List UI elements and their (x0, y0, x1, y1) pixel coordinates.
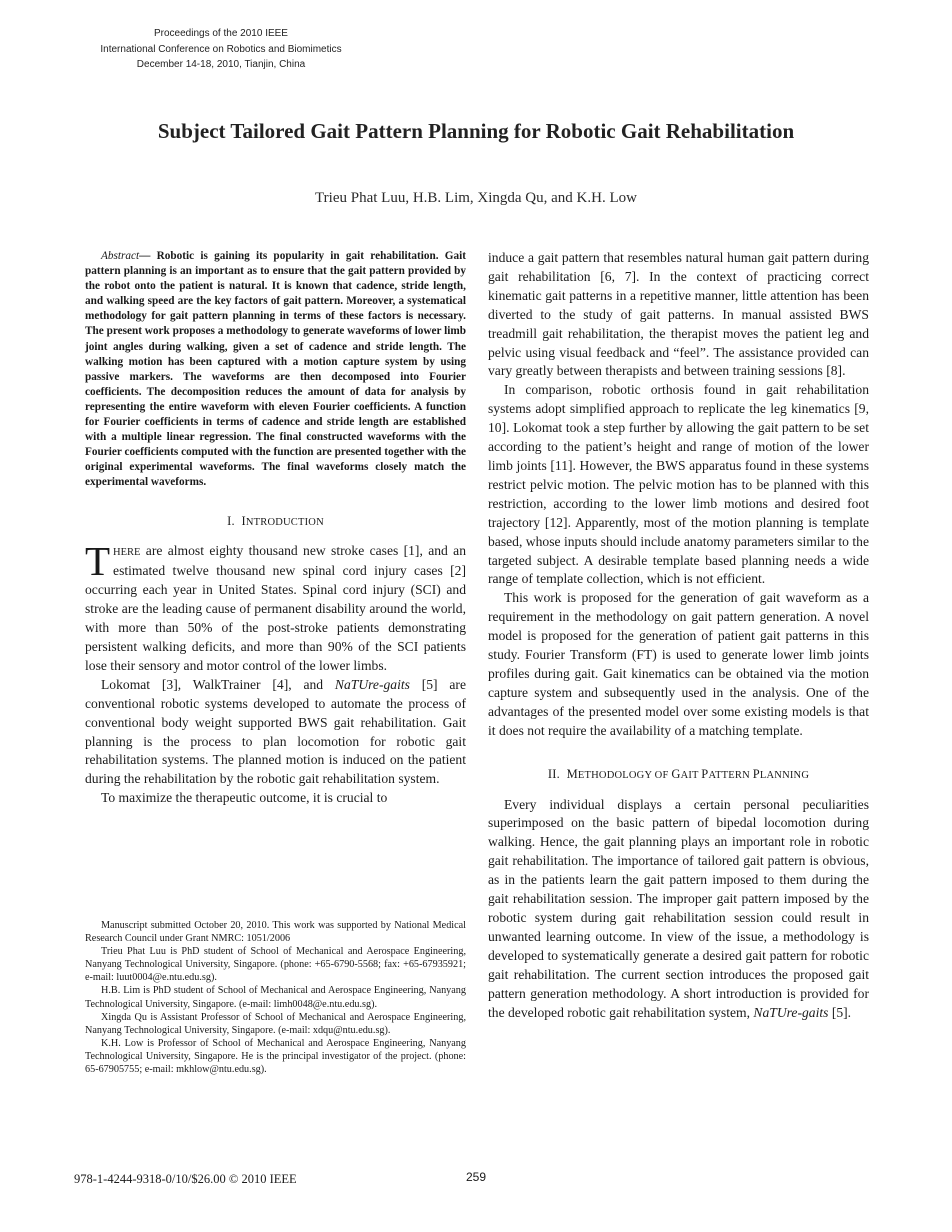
intro-text: Lokomat [3], WalkTrainer [4], and (101, 676, 335, 692)
abstract (85, 249, 466, 491)
drop-cap: T (85, 537, 111, 584)
methodology-paragraph-1 (488, 796, 869, 1023)
footnote: Xingda Qu is Assistant Professor of School of Mechanical and Aerospace Engineering, Nanyang Technological University, Singapore. (e-mail: xdqu@ntu.edu.sg). (85, 1011, 466, 1036)
intro-paragraph-1 (85, 537, 466, 676)
methodology-text: Every individual displays a certain personal peculiarities superimposed on the basic pattern of bipedal locomotion during walking. Hence, the gait planning plays an important role in robotic gait rehabilitation. The importance of tailored gait pattern is obvious, as in the patients learn the gait pattern imposed to them during the gait rehabilitation session. The improper gait pattern imposed by the robotic system during gait rehabilitation session could result in unwanted learning outcome. In view of the issue, a methodology is developed to systematically generate a desired gait pattern for robotic gait rehabilitation. The current section introduces the proposed gait pattern generation methodology. A short introduction is provided for the developed robotic gait rehabilitation system, (488, 796, 869, 1020)
footnote: K.H. Low is Professor of School of Mechanical and Aerospace Engineering, Nanyang Technological University, Singapore. He is the principal investigator of the project. (phone: 65-67905755; e-mail: mkhlow@ntu.edu.sg). (85, 1037, 466, 1076)
conference-line: December 14-18, 2010, Tianjin, China (136, 59, 306, 70)
footnote: H.B. Lim is PhD student of School of Mechanical and Aerospace Engineering, Nanyang Technological University, Singapore. (e-mail: limh0048@e.ntu.edu.sg). (85, 985, 466, 1010)
intro-paragraph-4: In comparison, robotic orthosis found in gait rehabilitation systems adopt simplified approach to replicate the leg kinematics [9, 10]. Lokomat took a step further by allowing the gait pattern to be set according to the patient’s height and range of motion of the lower limb joints [11]. However, the BWS apparatus found in these systems restrict pelvic motion. The pelvic motion has to be planned with this restriction, according to the lower limb motions and desired foot trajectory [12]. Apparently, most of the motion planning is template based, whose inputs should include anatomy parameters similar to the targeted subject. A desirable template based planning needs a wide range of template collection, which is not efficient. (488, 382, 869, 587)
footnotes (85, 919, 466, 1076)
section-title-rest: NTRODUCTION (245, 516, 324, 528)
section-number: II. (547, 766, 560, 781)
system-name: NaTUre-gaits (334, 676, 410, 692)
intro-paragraph-3-cont: induce a gait pattern that resembles natural human gait pattern during gait rehabilitation [6, 7]. In the context of practicing correct kinematic gait patterns in a repetitive manner, little attention has been diverted to the study of gait patterns. In manual assisted BWS treadmill gait rehabilitation, the therapist moves the patient leg and pelvic using visual feedback and “feel”. The assistance provided can vary greatly between therapists and between training sessions [8]. (488, 250, 869, 379)
intro-paragraph-5: This work is proposed for the generation of gait waveform as a requirement in the methodology on gait pattern generation. A novel model is proposed for the generation of patient gait patterns in this study. Fourier Transform (FT) is used to generate lower limb joints profiles during gait. Gait kinematics can be obtained via the motion capture system and subsequently used in the analysis. One of the advantages of the presented model over some existing models is that it does not require the availability of a matching template. (488, 590, 869, 738)
conference-line: Proceedings of the 2010 IEEE (154, 28, 288, 39)
abstract-text: Robotic is gaining its popularity in gait rehabilitation. Gait pattern planning is an important as to ensure that the gait pattern provided by the robot onto the patient is natural. It is known that cadence, stride length, and walking speed are the key factors of gait pattern. Moreover, a systematical methodology for gait pattern planning in terms of these factors is necessary. The present work proposes a methodology to generate waveforms of lower limb joint angles during walking, given a set of cadence and stride length. The walking motion has been captured with a motion capture system by using passive markers. The waveforms are then decomposed into Fourier coefficients. The decomposition reduces the amount of data for analysis by representing the entire waveform with eleven Fourier coefficients. A function for Fourier coefficients in terms of cadence and stride length are established with a multiple linear regression. The final constructed waveforms with the Fourier coefficients computed with the function are presented together with the original experimental waveforms. The final waveforms closely match the experimental waveforms. (85, 250, 466, 489)
footnote: Trieu Phat Luu is PhD student of School of Mechanical and Aerospace Engineering, Nanyang Technological University, Singapore. (phone: +65-6790-5568; fax: +65-67935921; e-mail: luut0004@e.ntu.edu.sg). (85, 946, 466, 984)
intro-text: are almost eighty thousand new stroke cases [1], and an estimated twelve thousand new spinal cord injury cases [2] occurring each year in United States. Spinal cord injury (SCI) and stroke are the leading cause of permanent disability around the world, with more than 50% of the post-stroke patients demonstrating persistent walking deficits, and more than 90% of the SCI patients lose their sensory and motor control of the lower limbs. (85, 542, 466, 673)
section-heading-methodology (488, 767, 869, 782)
footnote: Manuscript submitted October 20, 2010. This work was supported by National Medical Research Council under Grant NMRC: 1051/2006 (85, 920, 466, 945)
section-title-part: AIT (680, 769, 702, 781)
abstract-label: Abstract (101, 250, 140, 262)
paper-title: Subject Tailored Gait Pattern Planning for Robotic Gait Rehabilitation (157, 119, 795, 143)
section-title-initial: I (241, 513, 246, 528)
intro-smallcaps: HERE (113, 546, 141, 558)
system-name: NaTUre-gaits (753, 1004, 829, 1020)
intro-paragraph-2 (85, 676, 466, 789)
copyright-footer: 978-1-4244-9318-0/10/$26.00 © 2010 IEEE (74, 1172, 297, 1186)
section-title-part: P (701, 766, 709, 781)
conference-line: International Conference on Robotics and Biomimetics (100, 43, 342, 55)
section-heading-introduction (85, 514, 466, 529)
section-title-part: G (671, 766, 681, 781)
section-title-part: M (566, 766, 578, 781)
section-title-part: ATTERN (708, 769, 753, 781)
methodology-text: [5]. (828, 1004, 852, 1020)
conference-header (60, 26, 382, 73)
page-number: 259 (466, 1170, 487, 1184)
section-title-part: LANNING (759, 769, 810, 781)
left-column (85, 249, 466, 808)
section-title-part: P (752, 766, 760, 781)
right-column (488, 249, 869, 1022)
abstract-dash: — (139, 250, 151, 262)
intro-text: [5] are conventional robotic systems developed to automate the process of conventional body weight supported BWS gait rehabilitation. Gait planning is the process to plan locomotion for robotic gait rehabilitation systems. The planned motion is induced on the patient during the rehabilitation by the robotic gait rehabilitation system. (85, 676, 466, 787)
paper-authors: Trieu Phat Luu, H.B. Lim, Xingda Qu, and K.H. Low (315, 190, 637, 206)
intro-paragraph-3: To maximize the therapeutic outcome, it is crucial to (101, 790, 388, 806)
section-number: I. (227, 513, 235, 528)
section-title-part: ETHODOLOGY OF (577, 769, 672, 781)
